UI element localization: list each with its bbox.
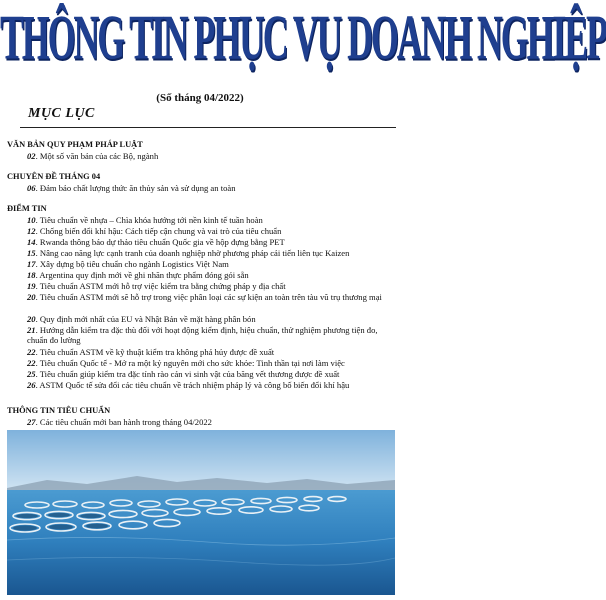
- toc-entry[interactable]: [27, 314, 256, 324]
- toc-entry-text: . Argentina quy định mới về ghi nhãn thực phẩm đóng gói sẵn: [35, 270, 249, 280]
- toc-entry-text: . Quy định mới nhất của EU và Nhật Bản về mặt hàng phân bón: [35, 314, 256, 324]
- toc-entry[interactable]: [27, 226, 281, 236]
- toc-entry-page: 02: [27, 151, 36, 161]
- section-title-standards-info: THÔNG TIN TIÊU CHUẨN: [7, 406, 111, 415]
- toc-entry-page: 06: [27, 183, 36, 193]
- toc-heading: MỤC LỤC: [28, 106, 95, 121]
- masthead: [0, 2, 606, 73]
- toc-entry-page: 25: [27, 369, 36, 379]
- toc-entry[interactable]: [27, 325, 392, 345]
- toc-entry-text: . Các tiêu chuẩn mới ban hành trong tháng 04/2022: [35, 417, 212, 427]
- toc-entry-page: 22: [27, 358, 36, 368]
- section-title-monthly-topic: CHUYÊN ĐỀ THÁNG 04: [7, 172, 101, 181]
- toc-entry-page: 20: [27, 314, 36, 324]
- toc-entry-text: . Tiêu chuẩn về nhựa – Chìa khóa hướng tới nền kinh tế tuần hoàn: [35, 215, 263, 225]
- toc-entry[interactable]: [27, 281, 286, 291]
- toc-entry[interactable]: [27, 237, 285, 247]
- toc-entry-text: . Rwanda thông báo dự thảo tiêu chuẩn Quốc gia về hộp đựng bằng PET: [35, 237, 285, 247]
- section-title-news: ĐIỂM TIN: [7, 204, 47, 213]
- toc-entry[interactable]: [27, 215, 263, 225]
- toc-entry[interactable]: [27, 380, 349, 390]
- toc-divider: [20, 127, 396, 128]
- toc-entry[interactable]: [27, 369, 339, 379]
- toc-entry[interactable]: [27, 151, 158, 161]
- toc-entry[interactable]: [27, 270, 249, 280]
- toc-entry-text: . Một số văn bản của các Bộ, ngành: [35, 151, 159, 161]
- toc-entry-page: 15: [27, 248, 36, 258]
- toc-entry[interactable]: [27, 417, 212, 427]
- fish-farm-illustration: [7, 430, 395, 595]
- toc-entry[interactable]: [27, 183, 236, 193]
- toc-entry-page: 20: [27, 292, 36, 302]
- toc-entry-page: 19: [27, 281, 36, 291]
- toc-entry-page: 17: [27, 259, 36, 269]
- toc-entry-text: . Chống biến đổi khí hậu: Cách tiếp cận chung và vai trò của tiêu chuẩn: [35, 226, 282, 236]
- toc-entry[interactable]: [27, 259, 229, 269]
- toc-entry-page: 27: [27, 417, 36, 427]
- toc-entry-text: . Đảm bảo chất lượng thức ăn thủy sản và sử dụng an toàn: [35, 183, 236, 193]
- toc-entry-text: . Nâng cao năng lực cạnh tranh của doanh nghiệp nhờ phương pháp cải tiến liên tục Kaizen: [35, 248, 350, 258]
- toc-entry-page: 10: [27, 215, 36, 225]
- toc-entry-page: 26: [27, 380, 36, 390]
- toc-entry-text: . Hướng dẫn kiểm tra đặc thù đối với hoạt động kiểm định, hiệu chuẩn, thử nghiệm phương tiện đo, chuẩn đo lường: [27, 325, 378, 345]
- toc-entry-text: . Tiêu chuẩn ASTM mới sẽ hỗ trợ trong việc phân loại các sự kiện an toàn trên tàu vũ trụ thương mại: [35, 292, 382, 302]
- issue-number: (Số tháng 04/2022): [156, 92, 244, 104]
- toc-entry-text: . Xây dựng bộ tiêu chuẩn cho ngành Logistics Việt Nam: [35, 259, 229, 269]
- toc-entry[interactable]: [27, 347, 274, 357]
- toc-entry-page: 21: [27, 325, 36, 335]
- toc-entry-text: . Tiêu chuẩn Quốc tế - Mở ra một kỷ nguyên mới cho sức khỏe: Tinh thần tại nơi làm việc: [35, 358, 345, 368]
- toc-entry-page: 14: [27, 237, 36, 247]
- toc-entry-text: . Tiêu chuẩn giúp kiểm tra đặc tính rào cản vi sinh vật của băng vết thương được đề xuất: [35, 369, 340, 379]
- toc-entry-text: . ASTM Quốc tế sửa đổi các tiêu chuẩn về trách nhiệm pháp lý và công bố biến đổi khí hậu: [35, 380, 350, 390]
- publication-title: THÔNG TIN PHỤC VỤ DOANH NGHIỆP: [0, 2, 606, 73]
- toc-entry-page: 22: [27, 347, 36, 357]
- toc-entry-text: . Tiêu chuẩn ASTM về kỹ thuật kiểm tra không phá hủy được đề xuất: [35, 347, 275, 357]
- toc-entry-page: 12: [27, 226, 36, 236]
- toc-entry[interactable]: [27, 358, 345, 368]
- toc-entry[interactable]: [27, 248, 349, 258]
- toc-entry[interactable]: [27, 292, 392, 302]
- toc-entry-page: 18: [27, 270, 36, 280]
- toc-entry-text: . Tiêu chuẩn ASTM mới hỗ trợ việc kiểm tra bằng chứng pháp y địa chất: [35, 281, 286, 291]
- section-title-legal-documents: VĂN BẢN QUY PHẠM PHÁP LUẬT: [7, 140, 143, 149]
- cover-photo-fish-farm: [7, 430, 395, 595]
